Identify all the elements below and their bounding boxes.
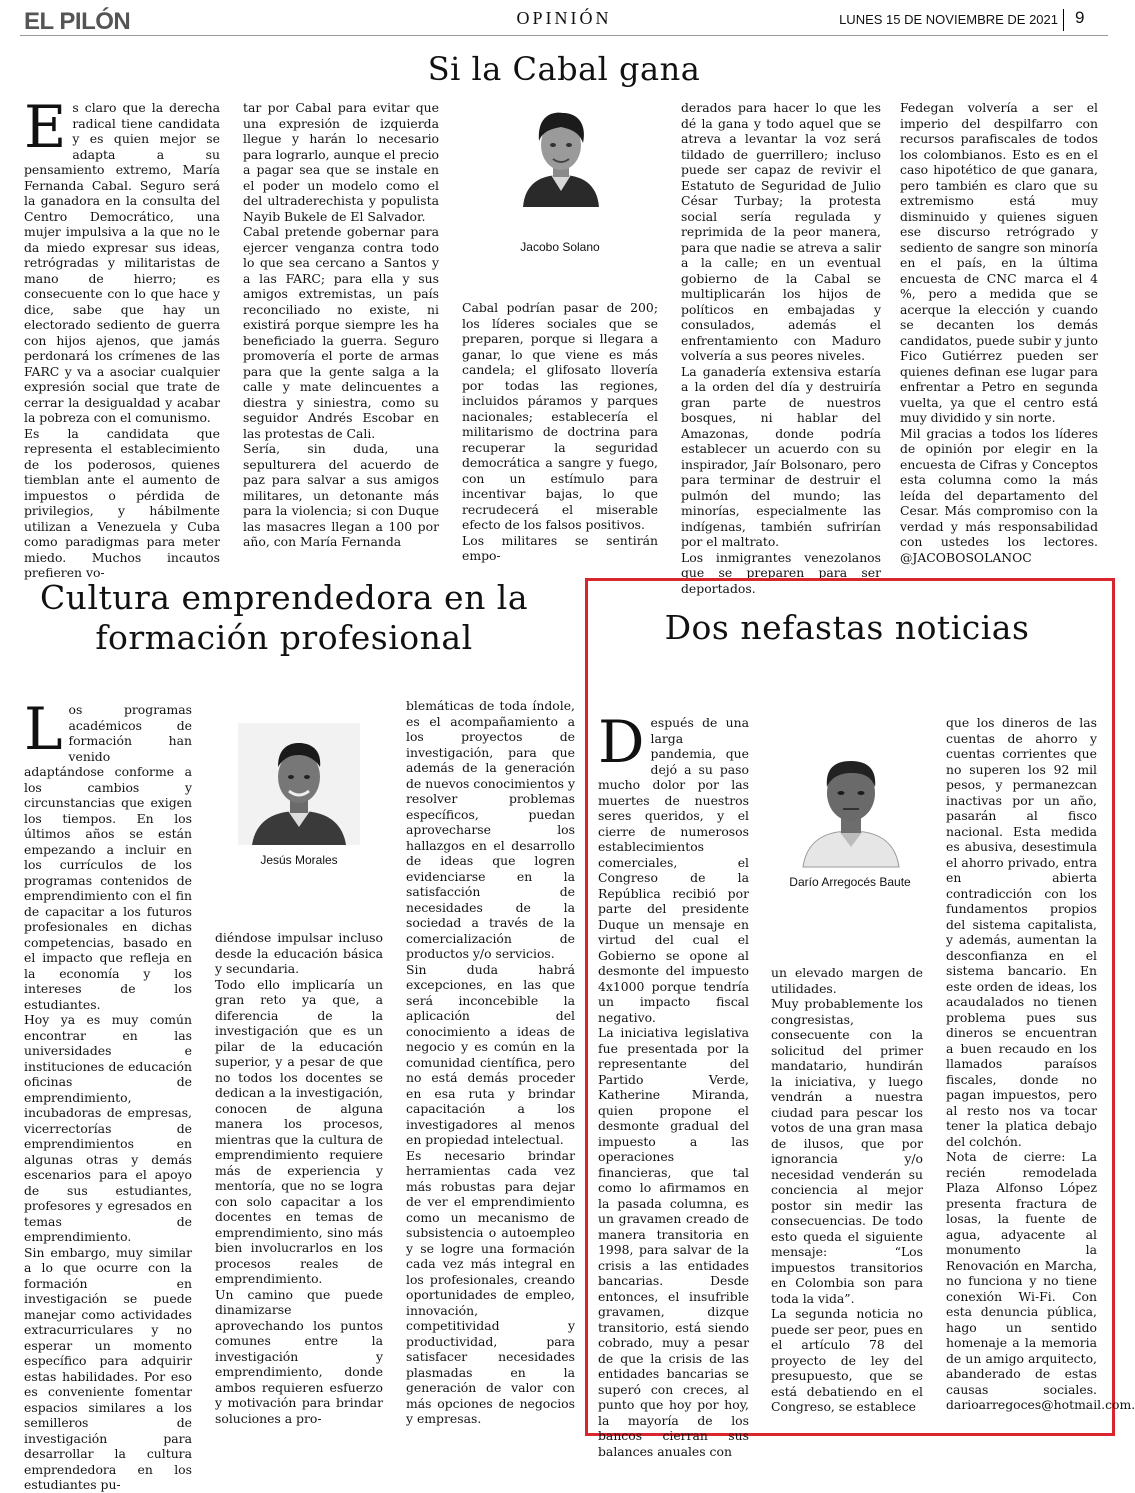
- body-paragraph: Cabal pretende gobernar para ejercer venganza contra todo lo que sea cercano a Santos y a las FARC; para ella y sus amigos extremistas, un país reconciliado no existe, ni existirá porque siempre les ha beneficiado la guerra. Seguro promovería el porte de armas para que la gente salga a la calle y mate delincuentes a diestra y siniestra, como su seguidor Andrés Escobar en las protestas de Cali.: [243, 224, 439, 441]
- body-paragraph: Nota de cierre: La recién remodelada Plaza Alfonso López presenta fractura de losas, la fuente de agua, adyacente al monumento la Renovación en Marcha, no funciona y no tiene conexión Wi-Fi. Con esta denuncia pública, hago un sentido homenaje a la memoria de un amigo arquitecto, abanderado de estas causas sociales. darioarregoces@hotmail.com.: [946, 1149, 1135, 1412]
- body-paragraph: Mil gracias a todos los líderes de opinión por elegir en la encuesta de Cifras y Conceptos esta columna como la más leída del departamento del Cesar. Más compromiso con la verdad y más responsabilidad con ustedes los lectores. @JACOBOSOLANOC: [900, 425, 1098, 565]
- article1-dropcap: E: [24, 93, 67, 161]
- body-paragraph: Un camino que puede dinamizarse aprovechando los puntos comunes entre la investigación y emprendimiento, donde ambos requieren esfuerzo y motivación para brindar soluciones a pro-: [215, 1286, 383, 1426]
- article3-col2: [771, 965, 923, 1420]
- section-name: OPINIÓN: [516, 8, 612, 28]
- body-paragraph: Cabal podrían pasar de 200; los líderes sociales que se preparen, porque si llegara a ganar, lo que viene es más candela; el glifosato llovería por todas las regiones, incluidos páramos y parques nacionales; establecería el militarismo de doctrina para recuperar la seguridad democrática a sangre y fuego, con un estímulo para incentivar bajas, lo que recrudecerá el miserable efecto de los falsos positivos.: [462, 300, 658, 532]
- article2-col1: [24, 695, 192, 1492]
- article2-title-line2: formación profesional: [95, 618, 473, 657]
- body-paragraph: Hoy ya es muy común encontrar en las universidades e instituciones de educación oficinas de emprendimiento, incubadoras de empresas, vicerrectorías de emprendimientos en algunas otras y demás escenarios para el apoyo de sus estudiantes, profesores y egresados en temas de emprendimiento.: [24, 1012, 192, 1244]
- body-paragraph: blemáticas de toda índole, es el acompañamiento a los proyectos de investigación, para que además de la generación de nuevos conocimientos y resolver problemas específicos, puedan aprovecharse los hallazgos en el desarrollo de ideas que logren evidenciarse en la satisfacción de necesidades de la sociedad a través de la comercialización de productos y/o servicios.: [406, 698, 575, 961]
- body-paragraph: Todo ello implicaría un gran reto ya que, a diferencia de la investigación que es un pilar de la educación superior, y a pesar de que no todos los docentes se dedican a la investigación, conocen de alguna manera los procesos, mientras que la cultura de emprendimiento requiere más de experiencia y mentoría, que no se logra con solo capacitar a los docentes en temas de emprendimiento, sino más bien involucrarlos en los procesos reales de emprendimiento.: [215, 976, 383, 1286]
- body-paragraph: diéndose impulsar incluso desde la educación básica y secundaria.: [215, 930, 383, 976]
- author-caption-article3: Darío Arregocés Baute: [789, 875, 911, 889]
- body-paragraph: tar por Cabal para evitar que una expresión de izquierda llegue y harán lo necesario para lograrlo, aunque el precio a pagar sea que se instale en el poder un modelo como el del ultraderechista y populista Nayib Bukele de El Salvador.: [243, 100, 439, 224]
- article3-col3: [946, 715, 1135, 1420]
- body-paragraph: Los militares se sentirán empo-: [462, 532, 658, 563]
- article3-title: Dos nefastas noticias: [664, 608, 1030, 647]
- issue-date: LUNES 15 DE NOVIEMBRE DE 2021: [839, 12, 1058, 27]
- article2-title-line1: Cultura emprendedora en la: [39, 578, 529, 617]
- body-paragraph: La iniciativa legislativa fue presentada por la representante del Partido Verde, Katherine Miranda, quien propone el desmonte gradual del impuesto a las operaciones financieras, que tal como lo afirmamos en la pasada columna, es un gravamen creado de manera transitoria en 1998, para salvar de la crisis a las entidades bancarias. Desde entonces, el insufrible gravamen, dizque transitorio, está siendo cobrado, muy a pesar de que la crisis de las entidades bancarias se superó con creces, al punto que hoy por hoy, la mayoría de los bancos cierran sus balances anuales con: [598, 1025, 749, 1459]
- header-rule: [20, 35, 1108, 36]
- article2-col2: [215, 930, 383, 1426]
- author-caption-article2: Jesús Morales: [260, 853, 338, 867]
- article3-dropcap: D: [598, 708, 645, 776]
- body-paragraph: Es la candidata que representa el establecimiento de los poderosos, quienes tiemblan ante el aumento de impuestos o pérdida de privilegios, y hábilmente utilizan a Venezuela y Cuba como paradigmas para meter miedo. Muchos incautos prefieren vo-: [24, 425, 220, 580]
- article1-col3: [462, 300, 658, 563]
- author-photo-dario-arregoces: [795, 735, 907, 867]
- author-photo-jesus-morales: [238, 723, 360, 845]
- body-paragraph: Los inmigrantes venezolanos que se preparen para ser deportados.: [681, 549, 881, 596]
- body-paragraph: espués de una larga pandemia, que dejó a su paso mucho dolor por las muertes de nuestros seres queridos, y el cierre de numerosos establecimientos comerciales, el Congreso de la República recibió por parte del presidente Duque un mensaje en virtud del cual el Gobierno se opone al desmonte del impuesto 4x1000 porque tendría un impacto fiscal negativo.: [598, 715, 749, 1025]
- article1-col2: [243, 100, 439, 549]
- body-paragraph: Muy probablemente los congresistas, consecuente con la solicitud del primer mandatario, hundirán la iniciativa, y luego vendrán a nuestra ciudad para pescar los votos de una gran masa de ilusos, que por ignorancia y/o necesidad venderán su conciencia al mejor postor sin medir las consecuencias. De todo esto queda el siguiente mensaje: “Los impuestos transitorios en Colombia son para toda la vida”.: [771, 996, 923, 1306]
- body-paragraph: Sin duda habrá excepciones, en las que será inconcebible la aplicación del conocimiento a ideas de negocio y es común en la comunidad científica, pero no está demás proceder en esa ruta y brindar capacitación a los investigadores al menos en propiedad intelectual.: [406, 961, 575, 1147]
- body-paragraph: Sería, sin duda, una sepulturera del acuerdo de paz para salvar a sus amigos militares, un detonante más para la violencia; si con Duque las masacres llegan a 100 por año, con María Fernanda: [243, 441, 439, 549]
- article1-title: Si la Cabal gana: [427, 50, 701, 88]
- article2-col3: [406, 698, 575, 1426]
- body-paragraph: derados para hacer lo que les dé la gana y todo aquel que se atreva a levantar la voz será tildado de guerrillero; incluso puede ser capaz de revivir el Estatuto de Seguridad de Julio César Turbay; la protesta social sería regulada y reprimida de la peor manera, para que nadie se atreva a salir a la calle; en un eventual gobierno de la Cabal se multiplicarán los hijos de políticos en embajadas y consulados, además el enfrentamiento con Maduro volvería a sus peores niveles.: [681, 100, 881, 363]
- article1-col5: [900, 100, 1098, 565]
- logo-text: EL PILÓN: [24, 8, 131, 35]
- body-paragraph: Sin embargo, muy similar a lo que ocurre con la formación en investigación se puede manejar como actividades extracurriculares y no esperar un momento específico para adquirir estas habilidades. Por eso es conveniente fomentar espacios similares a los semilleros de investigación para desarrollar la cultura emprendedora en los estudiantes pu-: [24, 1244, 192, 1492]
- body-paragraph: s claro que la derecha radical tiene candidata y es quien mejor se adapta a su pensamiento extremo, María Fernanda Cabal. Seguro será la ganadora en la consulta del Centro Democrático, una mujer impulsiva a la que no le da miedo expresar sus ideas, retrógradas y militaristas de mano de hierro; es consecuente con lo que hace y dice, sabe que hay un electorado sediento de guerra con hijos ajenos, que jamás perdonará los crímenes de las FARC y va a asociar cualquier expresión social que trate de cerrar la desigualdad y acabar la pobreza con el comunismo.: [24, 100, 220, 425]
- article1-col1: [24, 93, 220, 580]
- author-caption-article1: Jacobo Solano: [520, 240, 600, 254]
- body-paragraph: Fedegan volvería a ser el imperio del despilfarro con recursos parafiscales de todos los colombianos. Esto es en el caso hipotético de que ganara, pero también es claro que su extremismo está muy disminuido y quienes siguen ese discurso retrógrado y sediento de sangre son minoría en el país, en la última encuesta de CNC marca el 4 %, pero a medida que se acerque la elección y cuando se decanten los demás candidatos, puede subir y junto Fico Gutiérrez pueden ser quienes definan ese lugar para enfrentar a Petro en segunda vuelta, ya que el centro está muy dividido y sin norte.: [900, 100, 1098, 425]
- body-paragraph: Es necesario brindar herramientas cada vez más robustas para dejar de ver el emprendimiento como un mecanismo de subsistencia o autoempleo y se logre una formación cada vez más integral en los profesionales, creando oportunidades de empleo, innovación, competitividad y productividad, para satisfacer necesidades plasmadas en la generación de valor con más opciones de negocios y empresas.: [406, 1147, 575, 1426]
- article2-dropcap: L: [24, 695, 63, 763]
- body-paragraph: La ganadería extensiva estaría a la orden del día y destruiría gran parte de nuestros bosques, ni hablar del Amazonas, donde podría establecer un acuerdo con su inspirador, Jaír Bolsonaro, pero para terminar de destruir el pulmón del mundo; las minorías, especialmente las indígenas, también sufrirían por el maltrato.: [681, 363, 881, 549]
- body-paragraph: que los dineros de las cuentas de ahorro y cuentas corrientes que no superen los 92 mil pesos, y permanezcan inactivas por un año, pasarán al fisco nacional. Esta medida es abusiva, desestimula el ahorro privado, entra en abierta contradicción con los fundamentos propios del sistema capitalista, y además, aumentan la desconfianza en el sistema bancario. En este orden de ideas, los acaudalados no tienen problema pues sus dineros se encuentran a buen recaudo en los llamados paraísos fiscales, donde no pagan impuestos, pero al resto nos va tocar tener la platica debajo del colchón.: [946, 715, 1097, 1149]
- body-paragraph: os programas académicos de formación han venido adaptándose conforme a los cambios y circunstancias que exigen los tiempos. En los últimos años se están empezando a incluir en los currículos de los programas contenidos de emprendimiento con el fin de capacitar a los futuros profesionales en dichas competencias, basado en el impacto que refleja en la economía y los intereses de los estudiantes.: [24, 702, 192, 1012]
- page-number: 9: [1075, 8, 1085, 27]
- article3-col1: [598, 708, 749, 1459]
- article2-title: [24, 578, 544, 658]
- body-paragraph: un elevado margen de utilidades.: [771, 965, 923, 996]
- article1-col4: [681, 100, 881, 596]
- body-paragraph: La segunda noticia no puede ser peor, pues en el artículo 78 del proyecto de ley del presupuesto, que se está debatiendo en el Congreso, se establece: [771, 1306, 923, 1414]
- header-separator: [1063, 9, 1064, 31]
- author-photo-jacobo-solano: [505, 95, 617, 207]
